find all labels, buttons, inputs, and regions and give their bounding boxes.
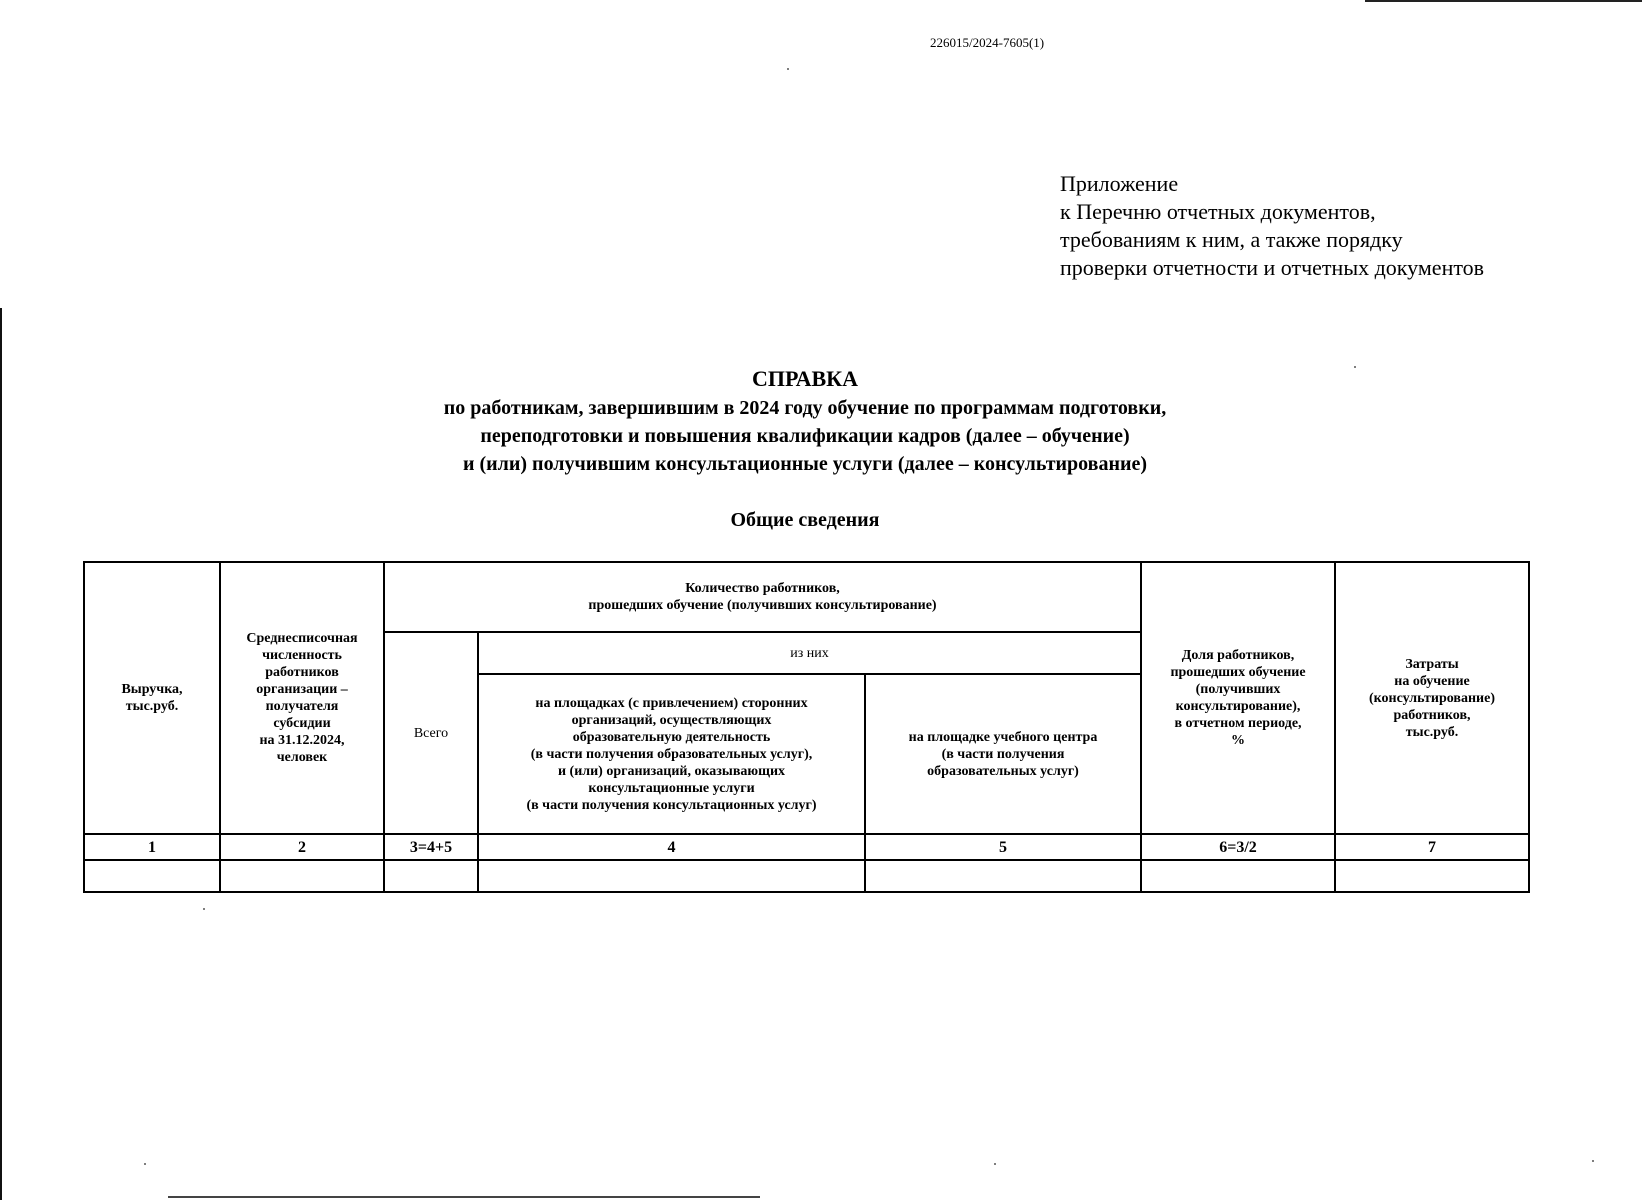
header-total: Всего	[384, 632, 478, 834]
scan-speck	[1354, 366, 1356, 368]
header-external-sites: на площадках (с привлечением) сторонних организаций, осуществляющих образовательную деятельность (в части получения образовательных услуг), и (или) организаций, оказывающих консультационные услуги (в части получения консультационных услуг)	[478, 674, 865, 834]
scan-speck	[144, 1163, 146, 1165]
report-subtitle-line: по работникам, завершившим в 2024 году обучение по программам подготовки,	[443, 397, 1167, 419]
report-subtitle-line: переподготовки и повышения квалификации кадров (далее – обучение)	[480, 425, 1130, 447]
document-number: 226015/2024-7605(1)	[930, 35, 1045, 50]
scan-speck	[1592, 1160, 1594, 1162]
column-number: 3=4+5	[384, 834, 478, 860]
data-cell	[220, 860, 384, 892]
header-share-trained: Доля работников, прошедших обучение (получивших консультирование), в отчетном периоде, %	[1141, 562, 1335, 834]
column-number: 4	[478, 834, 865, 860]
column-number-row	[84, 834, 1529, 860]
column-number: 2	[220, 834, 384, 860]
header-revenue: Выручка, тыс.руб.	[84, 562, 220, 834]
data-cell	[478, 860, 865, 892]
header-training-center: на площадке учебного центра (в части получения образовательных услуг)	[865, 674, 1141, 834]
report-title-block	[300, 364, 1310, 478]
data-cell	[1335, 860, 1529, 892]
column-number: 6=3/2	[1141, 834, 1335, 860]
appendix-line: требованиям к ним, а также порядку	[1060, 227, 1403, 252]
scan-edge-top	[1365, 0, 1642, 2]
header-headcount: Среднесписочная численность работников организации – получателя субсидии на 31.12.2024, человек	[220, 562, 384, 834]
column-number: 7	[1335, 834, 1529, 860]
header-training-costs: Затраты на обучение (консультирование) работников, тыс.руб.	[1335, 562, 1529, 834]
appendix-line: к Перечню отчетных документов,	[1060, 199, 1376, 224]
scan-speck	[203, 908, 205, 910]
report-title: СПРАВКА	[751, 366, 859, 391]
report-subtitle-line: и (или) получившим консультационные услуги (далее – консультирование)	[462, 453, 1148, 475]
appendix-line: Приложение	[1060, 171, 1179, 196]
header-of-them: из них	[478, 632, 1141, 674]
scan-speck	[787, 68, 789, 70]
data-row	[84, 860, 1529, 892]
report-table	[83, 561, 1530, 893]
appendix-line: проверки отчетности и отчетных документов	[1060, 255, 1485, 280]
data-cell	[84, 860, 220, 892]
column-number: 5	[865, 834, 1141, 860]
scan-edge-left	[0, 308, 2, 1200]
section-title: Общие сведения	[730, 509, 880, 531]
data-cell	[384, 860, 478, 892]
column-number: 1	[84, 834, 220, 860]
data-cell	[865, 860, 1141, 892]
appendix-note	[1060, 170, 1484, 282]
header-trained-workers-group: Количество работников, прошедших обучение (получивших консультирование)	[384, 562, 1141, 632]
scan-edge-bottom	[168, 1196, 760, 1198]
data-cell	[1141, 860, 1335, 892]
scan-speck	[994, 1163, 996, 1165]
